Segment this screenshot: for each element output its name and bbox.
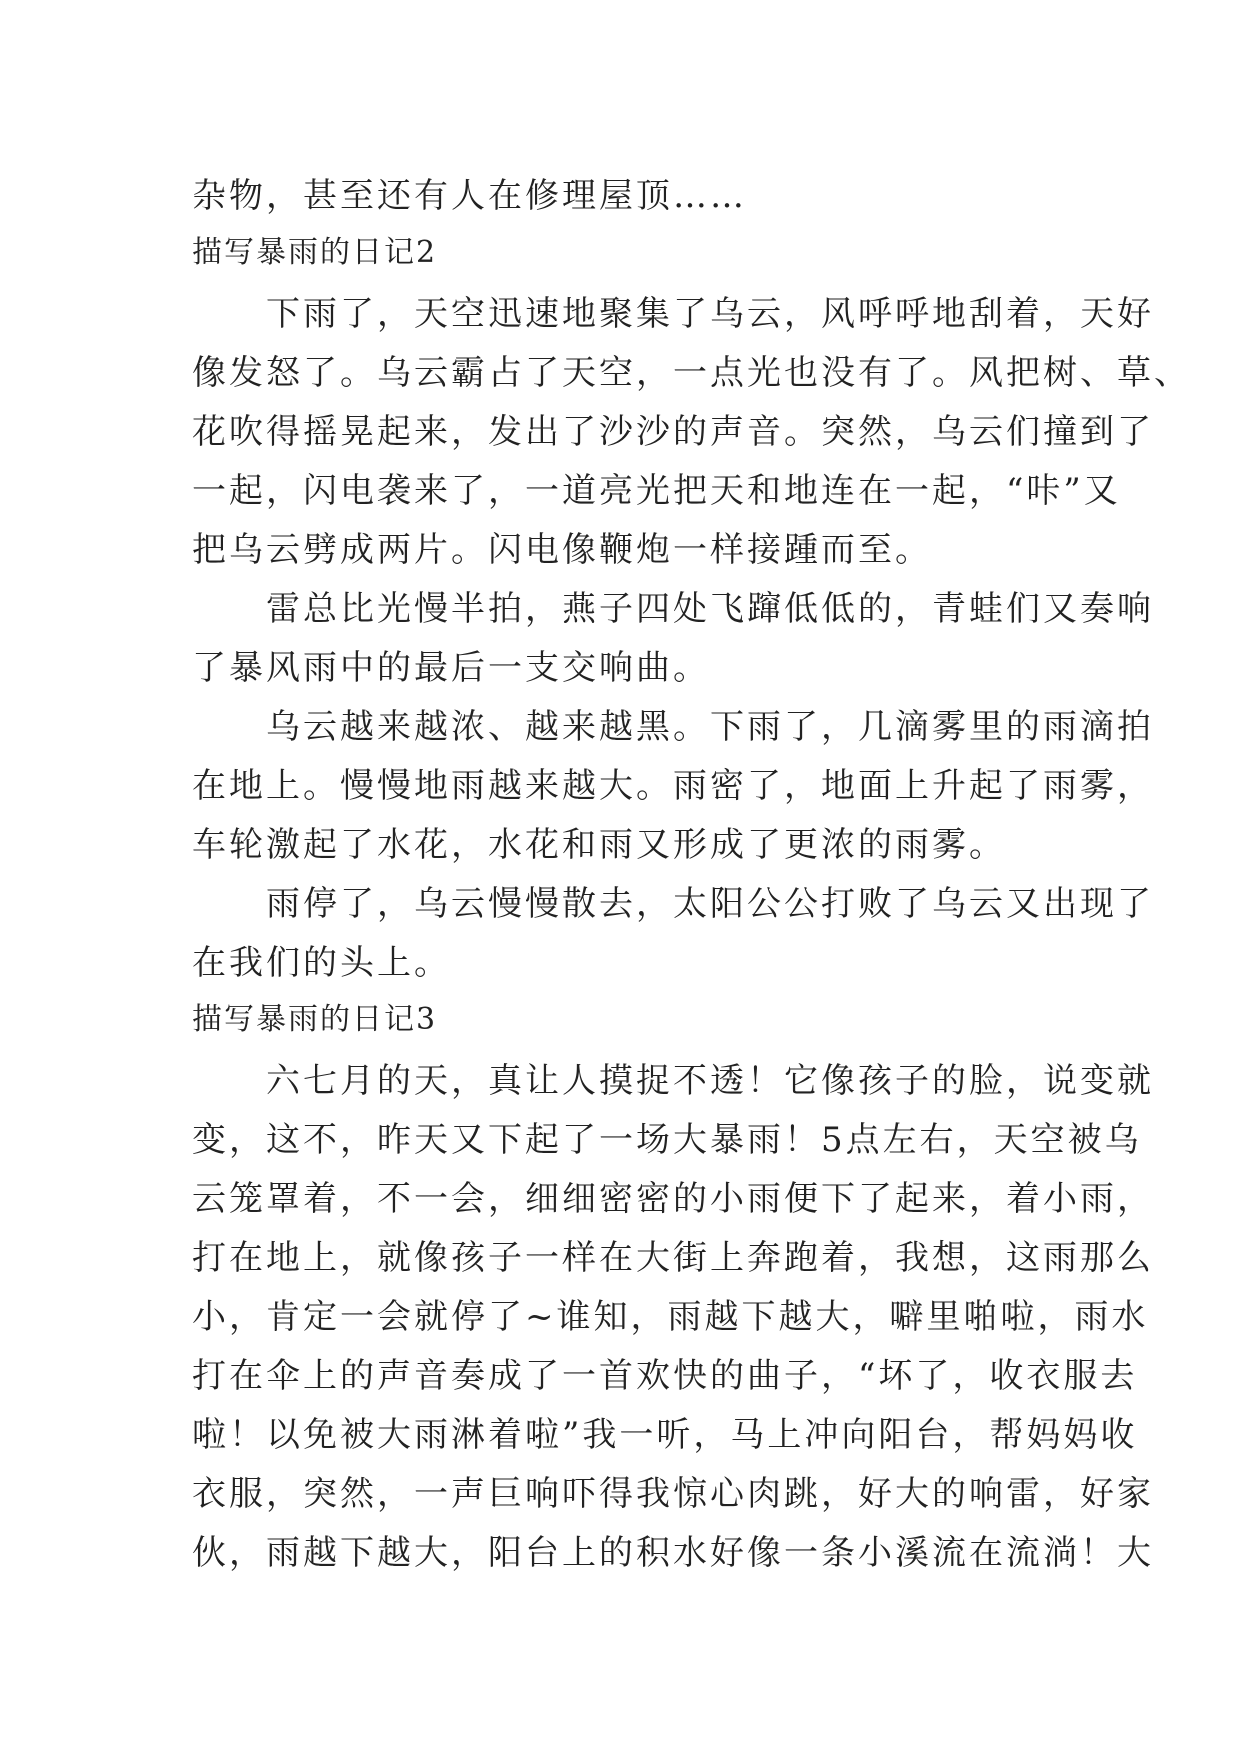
section-title: 描写暴雨的日记3 xyxy=(192,1002,438,1037)
text-line: 了暴风雨中的最后一支交响曲。 xyxy=(192,648,710,688)
text-line: 雨停了，乌云慢慢散去，太阳公公打败了乌云又出现了 xyxy=(192,884,1154,924)
text-line: 打在地上，就像孩子一样在大街上奔跑着，我想，这雨那么 xyxy=(192,1238,1154,1278)
text-line: 打在伞上的声音奏成了一首欢快的曲子，“坏了，收衣服去 xyxy=(192,1356,1138,1396)
text-line: 杂物，甚至还有人在修理屋顶…… xyxy=(192,176,747,216)
text-line: 在地上。慢慢地雨越来越大。雨密了，地面上升起了雨雾， xyxy=(192,766,1154,806)
text-line: 伙，雨越下越大，阳台上的积水好像一条小溪流在流淌！大 xyxy=(192,1533,1154,1573)
text-line: 六七月的天，真让人摸捉不透！它像孩子的脸，说变就 xyxy=(192,1061,1154,1101)
text-line: 啦！以免被大雨淋着啦”我一听，马上冲向阳台，帮妈妈收 xyxy=(192,1415,1138,1455)
section-title: 描写暴雨的日记2 xyxy=(192,235,438,270)
text-line: 雷总比光慢半拍，燕子四处飞蹿低低的，青蛙们又奏响 xyxy=(192,589,1154,629)
text-line: 花吹得摇晃起来，发出了沙沙的声音。突然，乌云们撞到了 xyxy=(192,412,1154,452)
text-line: 在我们的头上。 xyxy=(192,943,451,983)
text-line: 乌云越来越浓、越来越黑。下雨了，几滴雾里的雨滴拍 xyxy=(192,707,1154,747)
text-line: 小，肯定一会就停了~谁知，雨越下越大，噼里啪啦，雨水 xyxy=(192,1297,1149,1337)
text-line: 云笼罩着，不一会，细细密密的小雨便下了起来，着小雨， xyxy=(192,1179,1154,1219)
text-line: 一起，闪电袭来了，一道亮光把天和地连在一起，“咔”又 xyxy=(192,471,1121,511)
text-line: 车轮激起了水花，水花和雨又形成了更浓的雨雾。 xyxy=(192,825,1006,865)
text-line: 下雨了，天空迅速地聚集了乌云，风呼呼地刮着，天好 xyxy=(192,294,1154,334)
text-line: 衣服，突然，一声巨响吓得我惊心肉跳，好大的响雷，好家 xyxy=(192,1474,1154,1514)
text-line: 像发怒了。乌云霸占了天空，一点光也没有了。风把树、草、 xyxy=(192,353,1191,393)
text-line: 变，这不，昨天又下起了一场大暴雨！5点左右，天空被乌 xyxy=(192,1120,1142,1160)
text-line: 把乌云劈成两片。闪电像鞭炮一样接踵而至。 xyxy=(192,530,932,570)
